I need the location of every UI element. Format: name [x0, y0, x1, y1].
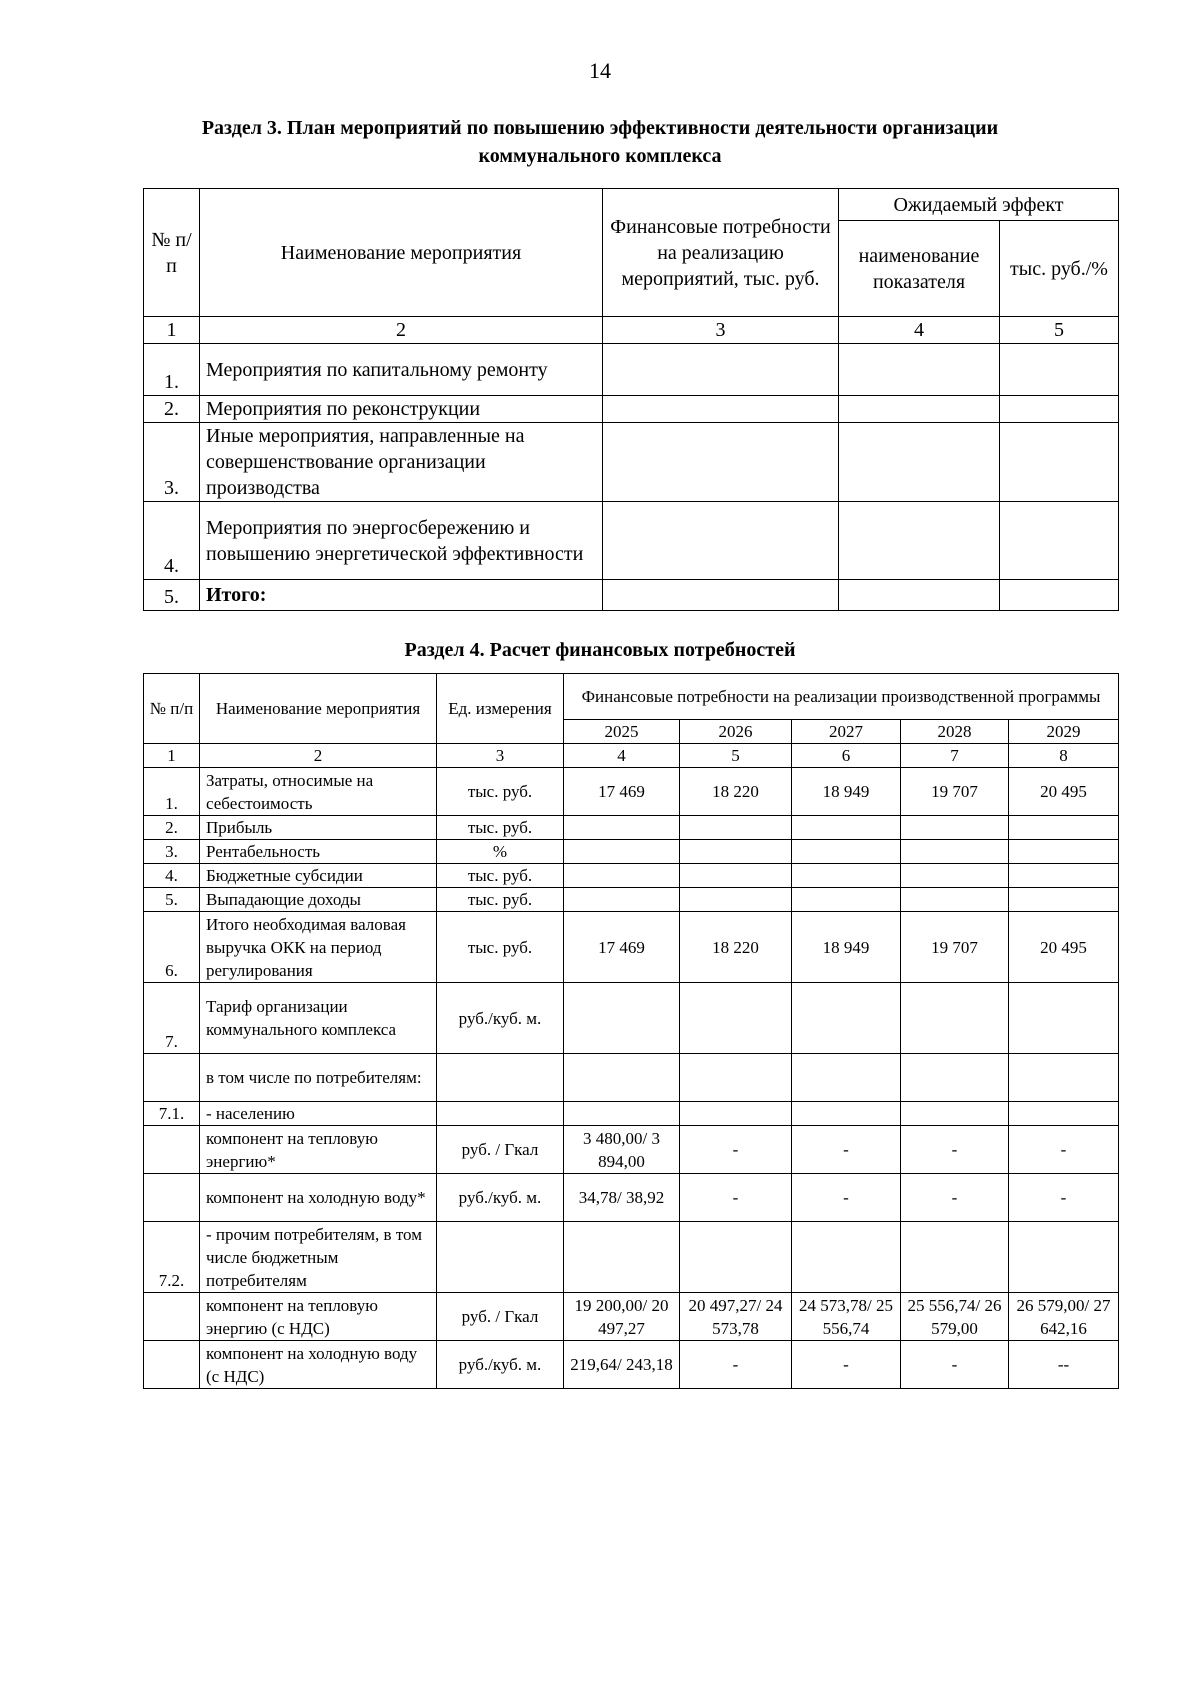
row-number: 2. — [144, 816, 200, 840]
value-2027 — [792, 1102, 901, 1126]
row-name: компонент на холодную воду (с НДС) — [200, 1341, 437, 1389]
row-number: 1. — [144, 768, 200, 816]
finance-cell — [603, 344, 839, 396]
row-name: - населению — [200, 1102, 437, 1126]
value-2026 — [680, 888, 792, 912]
value-2029 — [1009, 1222, 1119, 1293]
s4-header-finance: Финансовые потребности на реализации производственной программы — [564, 674, 1119, 720]
value-2029 — [1009, 983, 1119, 1054]
indicator-cell — [839, 396, 1000, 423]
row-unit: руб. / Гкал — [437, 1126, 564, 1174]
value-2025: 19 200,00/ 20 497,27 — [564, 1293, 680, 1341]
value-2029 — [1009, 816, 1119, 840]
row-unit: тыс. руб. — [437, 864, 564, 888]
section4-title: Раздел 4. Расчет финансовых потребностей — [404, 639, 796, 661]
value-2026: 18 220 — [680, 912, 792, 983]
value-2028 — [901, 816, 1009, 840]
value-2029: 20 495 — [1009, 912, 1119, 983]
value-2027 — [792, 888, 901, 912]
row-unit — [437, 1054, 564, 1102]
value-2028: 25 556,74/ 26 579,00 — [901, 1293, 1009, 1341]
row-name: - прочим потребителям, в том числе бюджетным потребителям — [200, 1222, 437, 1293]
row-name: Рентабельность — [200, 840, 437, 864]
s4-colnum: 3 — [437, 744, 564, 768]
table-row — [144, 1222, 1119, 1293]
row-name: компонент на холодную воду* — [200, 1174, 437, 1222]
value-2029: - — [1009, 1126, 1119, 1174]
s3-colnum: 1 — [144, 317, 200, 344]
table-row — [144, 768, 1119, 816]
s4-header-num: № п/п — [144, 674, 200, 744]
row-number — [144, 1341, 200, 1389]
row-number: 3. — [144, 840, 200, 864]
value-2026 — [680, 1054, 792, 1102]
value-2029: - — [1009, 1174, 1119, 1222]
effect-cell — [1000, 344, 1119, 396]
table-row — [144, 344, 1119, 396]
row-name: Мероприятия по капитальному ремонту — [200, 344, 603, 396]
s3-header-finance: Финансовые потребности на реализацию мероприятий, тыс. руб. — [603, 189, 839, 317]
row-number — [144, 1054, 200, 1102]
row-unit: тыс. руб. — [437, 768, 564, 816]
value-2027 — [792, 1054, 901, 1102]
row-unit: руб./куб. м. — [437, 1341, 564, 1389]
table-row — [144, 1126, 1119, 1174]
row-name: Тариф организации коммунального комплекса — [200, 983, 437, 1054]
row-unit: руб./куб. м. — [437, 983, 564, 1054]
section3-table — [143, 188, 1119, 611]
row-unit — [437, 1102, 564, 1126]
s3-header-unit: тыс. руб./% — [1000, 221, 1119, 317]
value-2027: - — [792, 1341, 901, 1389]
s4-colnum: 1 — [144, 744, 200, 768]
value-2028 — [901, 864, 1009, 888]
value-2028: 19 707 — [901, 768, 1009, 816]
s3-column-numbers — [144, 317, 1119, 344]
row-number: 7. — [144, 983, 200, 1054]
value-2026: - — [680, 1341, 792, 1389]
row-number: 7.2. — [144, 1222, 200, 1293]
year-header: 2026 — [680, 720, 792, 744]
page-number: 14 — [589, 58, 611, 83]
s3-header-effect: Ожидаемый эффект — [839, 189, 1119, 221]
section3-title — [0, 114, 1200, 170]
effect-cell — [1000, 396, 1119, 423]
row-name: компонент на тепловую энергию (с НДС) — [200, 1293, 437, 1341]
row-number: 6. — [144, 912, 200, 983]
row-number: 5. — [144, 580, 200, 611]
finance-cell — [603, 580, 839, 611]
row-number: 2. — [144, 396, 200, 423]
value-2028 — [901, 1054, 1009, 1102]
value-2027: 24 573,78/ 25 556,74 — [792, 1293, 901, 1341]
value-2025 — [564, 1222, 680, 1293]
s3-header-num: № п/п — [144, 189, 200, 317]
value-2026 — [680, 983, 792, 1054]
s4-column-numbers — [144, 744, 1119, 768]
s4-colnum: 8 — [1009, 744, 1119, 768]
s4-header-unit: Ед. измерения — [437, 674, 564, 744]
row-name: компонент на тепловую энергию* — [200, 1126, 437, 1174]
effect-cell — [1000, 423, 1119, 502]
value-2025 — [564, 983, 680, 1054]
value-2026 — [680, 816, 792, 840]
value-2026: - — [680, 1126, 792, 1174]
value-2028 — [901, 888, 1009, 912]
indicator-cell — [839, 344, 1000, 396]
value-2025: 17 469 — [564, 768, 680, 816]
value-2026 — [680, 1222, 792, 1293]
value-2026: 18 220 — [680, 768, 792, 816]
year-header: 2029 — [1009, 720, 1119, 744]
value-2025 — [564, 1054, 680, 1102]
table-row — [144, 1341, 1119, 1389]
row-unit: % — [437, 840, 564, 864]
table-row — [144, 983, 1119, 1054]
s4-header-name: Наименование мероприятия — [200, 674, 437, 744]
value-2027: - — [792, 1126, 901, 1174]
value-2025: 3 480,00/ 3 894,00 — [564, 1126, 680, 1174]
s4-colnum: 2 — [200, 744, 437, 768]
row-unit: руб./куб. м. — [437, 1174, 564, 1222]
value-2026: 20 497,27/ 24 573,78 — [680, 1293, 792, 1341]
year-header: 2027 — [792, 720, 901, 744]
s4-colnum: 7 — [901, 744, 1009, 768]
row-number: 5. — [144, 888, 200, 912]
row-number — [144, 1293, 200, 1341]
row-unit: тыс. руб. — [437, 888, 564, 912]
row-unit — [437, 1222, 564, 1293]
value-2028: - — [901, 1174, 1009, 1222]
finance-cell — [603, 502, 839, 580]
row-name: Выпадающие доходы — [200, 888, 437, 912]
row-name: Затраты, относимые на себестоимость — [200, 768, 437, 816]
table-row — [144, 396, 1119, 423]
row-unit: тыс. руб. — [437, 912, 564, 983]
table-row — [144, 888, 1119, 912]
table-row — [144, 912, 1119, 983]
row-number: 4. — [144, 864, 200, 888]
finance-cell — [603, 423, 839, 502]
value-2025 — [564, 864, 680, 888]
table-row — [144, 502, 1119, 580]
value-2026 — [680, 1102, 792, 1126]
value-2029: 26 579,00/ 27 642,16 — [1009, 1293, 1119, 1341]
row-number: 7.1. — [144, 1102, 200, 1126]
table-row — [144, 864, 1119, 888]
value-2026 — [680, 864, 792, 888]
table-row — [144, 1054, 1119, 1102]
value-2029: 20 495 — [1009, 768, 1119, 816]
value-2028: 19 707 — [901, 912, 1009, 983]
table-row — [144, 840, 1119, 864]
total-label: Итого: — [200, 580, 603, 611]
value-2025 — [564, 840, 680, 864]
indicator-cell — [839, 580, 1000, 611]
section3-title-line1: Раздел 3. План мероприятий по повышению эффективности деятельности организации — [201, 117, 999, 139]
value-2026 — [680, 840, 792, 864]
row-unit: тыс. руб. — [437, 816, 564, 840]
table-row — [144, 423, 1119, 502]
section3-title-line2: коммунального комплекса — [478, 145, 722, 167]
indicator-cell — [839, 423, 1000, 502]
value-2028 — [901, 1222, 1009, 1293]
s4-colnum: 4 — [564, 744, 680, 768]
value-2028 — [901, 840, 1009, 864]
value-2027 — [792, 1222, 901, 1293]
section4-table — [143, 673, 1119, 1389]
table-row — [144, 816, 1119, 840]
effect-cell — [1000, 502, 1119, 580]
value-2028: - — [901, 1126, 1009, 1174]
value-2028 — [901, 1102, 1009, 1126]
s4-colnum: 5 — [680, 744, 792, 768]
value-2029: -- — [1009, 1341, 1119, 1389]
value-2028 — [901, 983, 1009, 1054]
value-2025: 34,78/ 38,92 — [564, 1174, 680, 1222]
value-2029 — [1009, 840, 1119, 864]
value-2027: - — [792, 1174, 901, 1222]
s3-header-indicator: наименование показателя — [839, 221, 1000, 317]
s3-colnum: 2 — [200, 317, 603, 344]
table-row — [144, 1174, 1119, 1222]
value-2029 — [1009, 888, 1119, 912]
row-name: Мероприятия по энергосбережению и повышению энергетической эффективности — [200, 502, 603, 580]
s3-colnum: 5 — [1000, 317, 1119, 344]
value-2025 — [564, 1102, 680, 1126]
value-2027: 18 949 — [792, 912, 901, 983]
value-2025 — [564, 816, 680, 840]
s3-colnum: 4 — [839, 317, 1000, 344]
row-number — [144, 1174, 200, 1222]
s4-colnum: 6 — [792, 744, 901, 768]
indicator-cell — [839, 502, 1000, 580]
value-2029 — [1009, 1054, 1119, 1102]
table-row — [144, 1293, 1119, 1341]
row-number — [144, 1126, 200, 1174]
value-2029 — [1009, 1102, 1119, 1126]
value-2025: 219,64/ 243,18 — [564, 1341, 680, 1389]
value-2026: - — [680, 1174, 792, 1222]
row-number: 4. — [144, 502, 200, 580]
table-row — [144, 580, 1119, 611]
row-name: Иные мероприятия, направленные на совершенствование организации производства — [200, 423, 603, 502]
row-name: в том числе по потребителям: — [200, 1054, 437, 1102]
year-header: 2028 — [901, 720, 1009, 744]
value-2025 — [564, 888, 680, 912]
value-2027 — [792, 816, 901, 840]
table-row — [144, 1102, 1119, 1126]
row-unit: руб. / Гкал — [437, 1293, 564, 1341]
effect-cell — [1000, 580, 1119, 611]
row-name: Бюджетные субсидии — [200, 864, 437, 888]
value-2027 — [792, 840, 901, 864]
row-name: Прибыль — [200, 816, 437, 840]
value-2027 — [792, 983, 901, 1054]
finance-cell — [603, 396, 839, 423]
row-name: Мероприятия по реконструкции — [200, 396, 603, 423]
s3-header-name: Наименование мероприятия — [200, 189, 603, 317]
value-2027 — [792, 864, 901, 888]
row-name: Итого необходимая валовая выручка ОКК на период регулирования — [200, 912, 437, 983]
year-header: 2025 — [564, 720, 680, 744]
value-2025: 17 469 — [564, 912, 680, 983]
row-number: 1. — [144, 344, 200, 396]
row-number: 3. — [144, 423, 200, 502]
value-2029 — [1009, 864, 1119, 888]
value-2027: 18 949 — [792, 768, 901, 816]
s3-colnum: 3 — [603, 317, 839, 344]
value-2028: - — [901, 1341, 1009, 1389]
